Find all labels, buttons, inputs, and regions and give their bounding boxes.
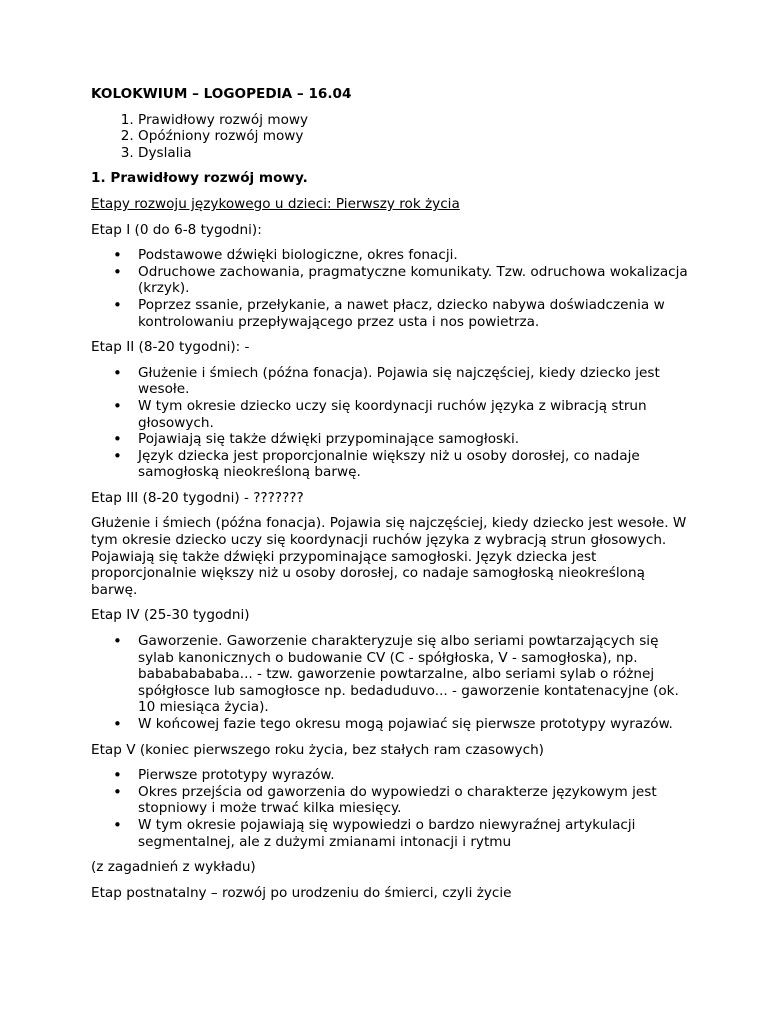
section-heading: 1. Prawidłowy rozwój mowy. <box>91 170 308 187</box>
bullet-item: • Poprzez ssanie, przełykanie, a nawet płacz, dziecko nabywa doświadczenia w kontrolowaniu przepływającego przez usta i nos powietrza. <box>138 297 691 330</box>
section-subheading: Etapy rozwoju językowego u dzieci: Pierwszy rok życia <box>91 195 460 212</box>
bullet-item: • Język dziecka jest proporcjonalnie większy niż u osoby dorosłej, co nadaje samogłoską nieokreśloną barwę. <box>138 448 691 481</box>
topic-item: 3. Dyslalia <box>138 145 691 162</box>
lecture-note: (z zagadnień z wykładu) <box>91 859 256 876</box>
stage-3-label: Etap III (8-20 tygodni) - ??????? <box>91 489 304 506</box>
postnatal-paragraph: Etap postnatalny – rozwój po urodzeniu do śmierci, czyli życie <box>91 884 512 901</box>
bullet-item: • Podstawowe dźwięki biologiczne, okres fonacji. <box>138 247 691 264</box>
stage-4-list <box>91 633 691 733</box>
bullet-item: • Gaworzenie. Gaworzenie charakteryzuje się albo seriami powtarzających się sylab kanonicznych o budowanie CV (C - spółgłoska, V - samogłoska), np. babababababa... - tzw. gaworzenie powtarzalne, albo seriami sylab o różnej spółgłosce lub samogłosce np. bedaduduvo... - gaworzenie kontatenacyjne (ok. 10 miesiąca życia). <box>138 633 691 716</box>
stage-1-list <box>91 247 691 330</box>
bullet-item: • W tym okresie dziecko uczy się koordynacji ruchów języka z wibracją strun głosowych. <box>138 398 691 431</box>
topic-item: 2. Opóźniony rozwój mowy <box>138 128 691 145</box>
stage-2-label: Etap II (8-20 tygodni): - <box>91 339 250 356</box>
bullet-item: • Odruchowe zachowania, pragmatyczne komunikaty. Tzw. odruchowa wokalizacja (krzyk). <box>138 264 691 297</box>
stage-5-list <box>91 767 691 850</box>
document-content <box>91 86 691 910</box>
topic-item: 1. Prawidłowy rozwój mowy <box>138 112 691 129</box>
bullet-item: • Okres przejścia od gaworzenia do wypowiedzi o charakterze językowym jest stopniowy i może trwać kilka miesięcy. <box>138 784 691 817</box>
stage-3-paragraph: Głużenie i śmiech (późna fonacja). Pojawia się najczęściej, kiedy dziecko jest wesołe. W tym okresie dziecko uczy się koordynacji ruchów języka z wybracją strun głosowych. Pojawiają się także dźwięki przypominające samogłoski. Język dziecka jest proporcjonalnie większy niż u osoby dorosłej, co nadaje samogłoską nieokreśloną barwę. <box>91 515 687 598</box>
bullet-item: • Głużenie i śmiech (późna fonacja). Pojawia się najczęściej, kiedy dziecko jest wesołe. <box>138 365 691 398</box>
stage-4-label: Etap IV (25-30 tygodni) <box>91 607 250 624</box>
stage-5-label: Etap V (koniec pierwszego roku życia, bez stałych ram czasowych) <box>91 741 544 758</box>
topic-list <box>91 112 691 162</box>
bullet-item: • W tym okresie pojawiają się wypowiedzi o bardzo niewyraźnej artykulacji segmentalnej, ale z dużymi zmianami intonacji i rytmu <box>138 817 691 850</box>
stage-2-list <box>91 365 691 481</box>
document-title: KOLOKWIUM – LOGOPEDIA – 16.04 <box>91 86 352 102</box>
stage-1-label: Etap I (0 do 6-8 tygodni): <box>91 221 262 238</box>
bullet-item: • Pierwsze prototypy wyrazów. <box>138 767 691 784</box>
bullet-item: • Pojawiają się także dźwięki przypominające samogłoski. <box>138 431 691 448</box>
bullet-item: • W końcowej fazie tego okresu mogą pojawiać się pierwsze prototypy wyrazów. <box>138 716 691 733</box>
